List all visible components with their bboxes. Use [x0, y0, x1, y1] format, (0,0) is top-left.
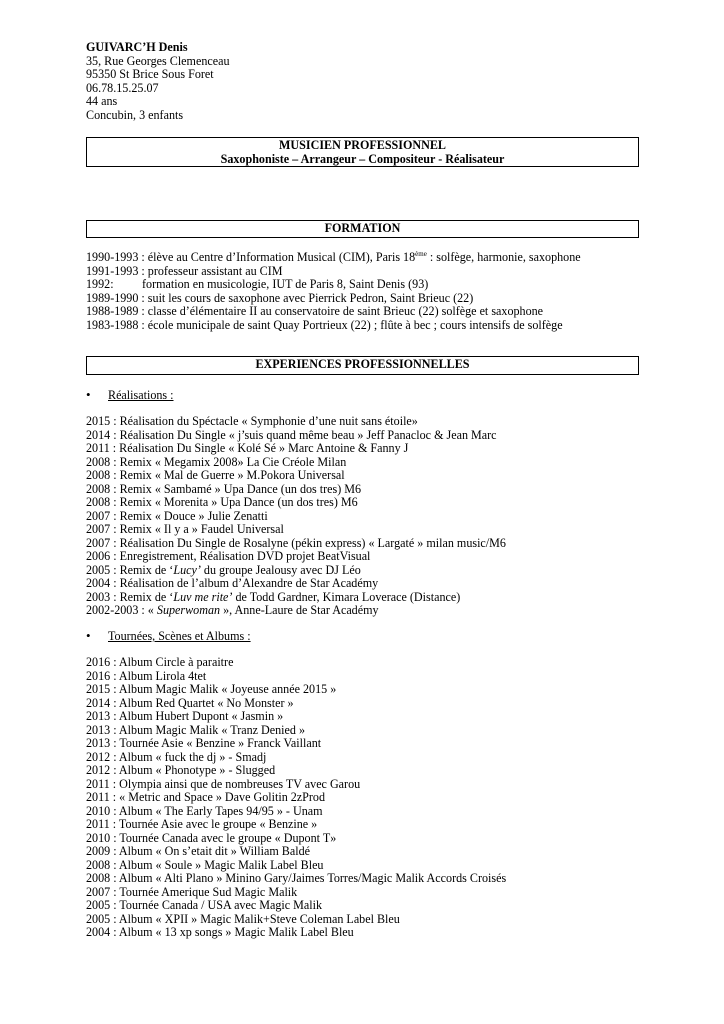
list-item: 2011 : Tournée Asie avec le groupe « Benzine » [86, 817, 318, 831]
list-item: 2008 : Remix « Mal de Guerre » M.Pokora Universal [86, 468, 345, 482]
list-item: 2014 : Album Red Quartet « No Monster » [86, 695, 294, 710]
experiences-heading: EXPERIENCES PROFESSIONNELLES [255, 357, 470, 371]
realisations-label: Réalisations : [108, 388, 174, 402]
experiences-heading-box [86, 356, 639, 375]
list-item: 2016 : Album Circle à paraitre [86, 655, 234, 669]
formation-item: 1988-1989 : classe d’élémentaire II au conservatoire de saint Brieuc (22) solfège et saxophone [86, 304, 544, 318]
list-item: 2008 : Remix « Morenita » Upa Dance (un dos tres) M6 [86, 495, 358, 509]
list-item: 2013 : Tournée Asie « Benzine » Franck Vaillant [86, 736, 322, 750]
formation-item: 1983-1988 : école municipale de saint Quay Portrieux (22) ; flûte à bec ; cours intensifs de solfège [86, 317, 563, 332]
list-item: 2012 : Album « Phonotype » - Slugged [86, 763, 276, 777]
headline-box [86, 137, 639, 167]
tournees-label: Tournées, Scènes et Albums : [108, 629, 251, 643]
list-item: 2010 : Album « The Early Tapes 94/95 » - Unam [86, 803, 323, 818]
address-street: 35, Rue Georges Clemenceau [86, 53, 230, 68]
list-item: 2008 : Album « Alti Plano » Minino Gary/Jaimes Torres/Magic Malik Accords Croisés [86, 871, 507, 885]
formation-item: 1991-1993 : professeur assistant au CIM [86, 263, 283, 278]
bullet-icon: • [86, 387, 91, 402]
list-item: 2011 : « Metric and Space » Dave Golitin 2zProd [86, 790, 326, 804]
age: 44 ans [86, 94, 118, 108]
bullet-icon: • [86, 628, 91, 643]
list-item: 2015 : Réalisation du Spéctacle « Symphonie d’une nuit sans étoile» [86, 414, 418, 428]
list-item: 2009 : Album « On s’etait dit » William Baldé [86, 844, 311, 858]
superscript: ème [415, 249, 427, 258]
list-item: 2004 : Réalisation de l’album d’Alexandre de Star Académy [86, 576, 379, 590]
list-item: 2007 : Remix « Douce » Julie Zenatti [86, 508, 268, 523]
list-item: 2005 : Album « XPII » Magic Malik+Steve Coleman Label Bleu [86, 911, 400, 926]
list-item: 2015 : Album Magic Malik « Joyeuse année 2015 » [86, 682, 337, 696]
list-item: 2016 : Album Lirola 4tet [86, 668, 207, 683]
phone-number: 06.78.15.25.07 [86, 80, 159, 95]
list-item: 2014 : Réalisation Du Single « j’suis quand même beau » Jeff Panacloc & Jean Marc [86, 427, 497, 442]
tournees-bullet [86, 629, 251, 644]
person-name: GUIVARC’H Denis [86, 40, 188, 54]
list-item: 2006 : Enregistrement, Réalisation DVD projet BeatVisual [86, 549, 371, 563]
list-item: 2005 : Remix de ‘Lucy’ du groupe Jealousy avec DJ Léo [86, 562, 361, 577]
headline-subtitle: Saxophoniste – Arrangeur – Compositeur - Réalisateur [220, 151, 505, 166]
list-item: 2002-2003 : « Superwoman », Anne-Laure de Star Académy [86, 603, 379, 617]
list-item: 2011 : Réalisation Du Single « Kolé Sé » Marc Antoine & Fanny J [86, 441, 409, 455]
formation-item: 1992: formation en musicologie, IUT de Paris 8, Saint Denis (93) [86, 277, 429, 291]
list-item: 2008 : Album « Soule » Magic Malik Label Bleu [86, 857, 324, 872]
list-item: 2011 : Olympia ainsi que de nombreuses TV avec Garou [86, 776, 361, 791]
list-item: 2012 : Album « fuck the dj » - Smadj [86, 749, 267, 764]
formation-heading: FORMATION [324, 221, 401, 235]
list-item: 2010 : Tournée Canada avec le groupe « Dupont T» [86, 830, 337, 845]
list-item: 2007 : Tournée Amerique Sud Magic Malik [86, 884, 298, 899]
identity-block [86, 41, 639, 122]
realisations-list [86, 415, 506, 618]
list-item: 2007 : Remix « Il y a » Faudel Universal [86, 522, 284, 536]
formation-list [86, 251, 581, 332]
list-item: 2003 : Remix de ‘Luv me rite’ de Todd Gardner, Kimara Loverace (Distance) [86, 589, 461, 604]
formation-item: 1990-1993 : élève au Centre d’Information Musical (CIM), Paris 18ème : solfège, harmonie, saxophone [86, 249, 581, 264]
list-item: 2004 : Album « 13 xp songs » Magic Malik Label Bleu [86, 925, 354, 939]
family-status: Concubin, 3 enfants [86, 107, 184, 122]
list-item: 2008 : Remix « Sambamé » Upa Dance (un dos tres) M6 [86, 481, 362, 496]
realisations-bullet [86, 388, 174, 403]
formation-heading-box [86, 220, 639, 238]
address-city: 95350 St Brice Sous Foret [86, 67, 214, 81]
list-item: 2013 : Album Magic Malik « Tranz Denied » [86, 722, 306, 737]
headline-title: MUSICIEN PROFESSIONNEL [279, 138, 446, 152]
list-item: 2008 : Remix « Megamix 2008» La Cie Créole Milan [86, 454, 347, 469]
formation-item: 1989-1990 : suit les cours de saxophone avec Pierrick Pedron, Saint Brieuc (22) [86, 290, 474, 305]
tournees-list [86, 656, 506, 940]
list-item: 2007 : Réalisation Du Single de Rosalyne (pékin express) « Largaté » milan music/M6 [86, 535, 506, 550]
list-item: 2013 : Album Hubert Dupont « Jasmin » [86, 709, 284, 723]
list-item: 2005 : Tournée Canada / USA avec Magic Malik [86, 898, 323, 912]
